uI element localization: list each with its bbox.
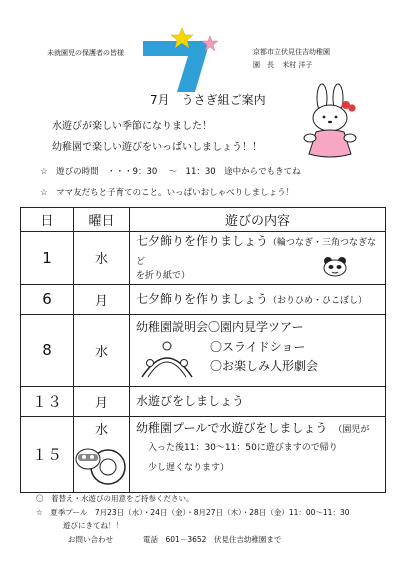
row-weekday: 水 [74, 314, 130, 386]
col-header-weekday: 曜日 [74, 208, 130, 232]
row-weekday: 月 [74, 386, 130, 416]
contact-label: お問い合わせ [68, 535, 113, 544]
activity-note: （おりひめ・ひこぼし） [268, 295, 368, 306]
table-row [21, 232, 386, 285]
row-day: 1 [21, 232, 74, 285]
table-header-row [21, 208, 386, 232]
footer-note-summer-pool: ☆ 夏季プール 7月23日（水）・24日（金）・8月27日（木）・28日（金）11：00～11：30 [36, 508, 350, 517]
kids-playing-icon [136, 337, 198, 381]
school-name: 京都市立伏見住吉幼稚園 [253, 48, 330, 56]
activity-main: 七夕飾りを作りましょう [136, 291, 269, 306]
intro-line-2: 幼稚園で楽しい遊びをいっぱいしましょう！！ [52, 142, 262, 153]
activity-note: （輪つなぎ・三角つなぎなど [136, 238, 377, 267]
row-activity [130, 314, 386, 386]
contact-phone: 電話 601－3652 伏見住吉幼稚園まで [143, 535, 282, 544]
activity-line-2: 入った後11：30～11：50に遊びますので帰り [148, 442, 338, 453]
table-row [21, 314, 386, 386]
row-activity [130, 416, 386, 492]
row-day: １５ [21, 416, 74, 492]
activity-main: 七夕飾りを作りましょう [136, 234, 269, 248]
row-activity [130, 284, 386, 314]
rabbit-illustration [296, 82, 370, 158]
seven-shape [143, 41, 210, 92]
weekday-label: 水 [94, 422, 108, 438]
activity-item-puppet-show: 〇お楽しみ人形劇会 [210, 359, 319, 373]
panda-icon [319, 254, 351, 278]
row-weekday: 月 [74, 284, 130, 314]
chat-line: ☆ ママ友だちと子育てのこと。いっぱいおしゃべりしましょう！ [40, 188, 295, 198]
schedule-table [20, 207, 386, 493]
activity-sub: を折り紙で） [136, 270, 191, 281]
kids-swim-ring-icon [72, 437, 132, 489]
row-weekday: 水 [74, 232, 130, 285]
page-title: 7月 うさぎ組ご案内 [150, 93, 266, 107]
activity-item-slideshow: 〇スライドショー [210, 340, 306, 355]
activity-main: 幼稚園説明会〇園内見学ツアー [136, 319, 304, 334]
logo-seven-stars [140, 24, 230, 94]
table-row [21, 386, 386, 416]
row-activity [130, 232, 386, 285]
intro-line-1: 水遊びが楽しい季節になりました！ [52, 121, 212, 132]
row-day: 8 [21, 314, 74, 386]
time-line: ☆ 遊びの時間 ・・・9：30 ～ 11：30 途中からでもきてね [40, 167, 301, 177]
table-row [21, 284, 386, 314]
col-header-day: 日 [21, 208, 74, 232]
principal-name: 米村 洋子 [282, 61, 313, 69]
activity-line-3: 少し遅くなります） [148, 462, 230, 473]
row-activity: 水遊びをしましょう [130, 386, 386, 416]
row-day: 6 [21, 284, 74, 314]
principal-label: 園 長 [253, 61, 274, 69]
row-day: １３ [21, 386, 74, 416]
col-header-activity: 遊びの内容 [130, 208, 386, 232]
table-row [21, 416, 386, 492]
addressee-text: 未就園児の保護者の皆様 [47, 49, 124, 57]
footer-note-invite: 遊びにきてね！！ [63, 521, 123, 530]
footer-note-belongings: 〇 着替え・水遊びの用意をご持参ください。 [36, 494, 194, 503]
activity-main: 幼稚園プールで水遊びをしましょう [136, 420, 328, 435]
activity-note: （園児が [333, 424, 370, 435]
principal-line [253, 60, 312, 70]
row-weekday [74, 416, 130, 492]
